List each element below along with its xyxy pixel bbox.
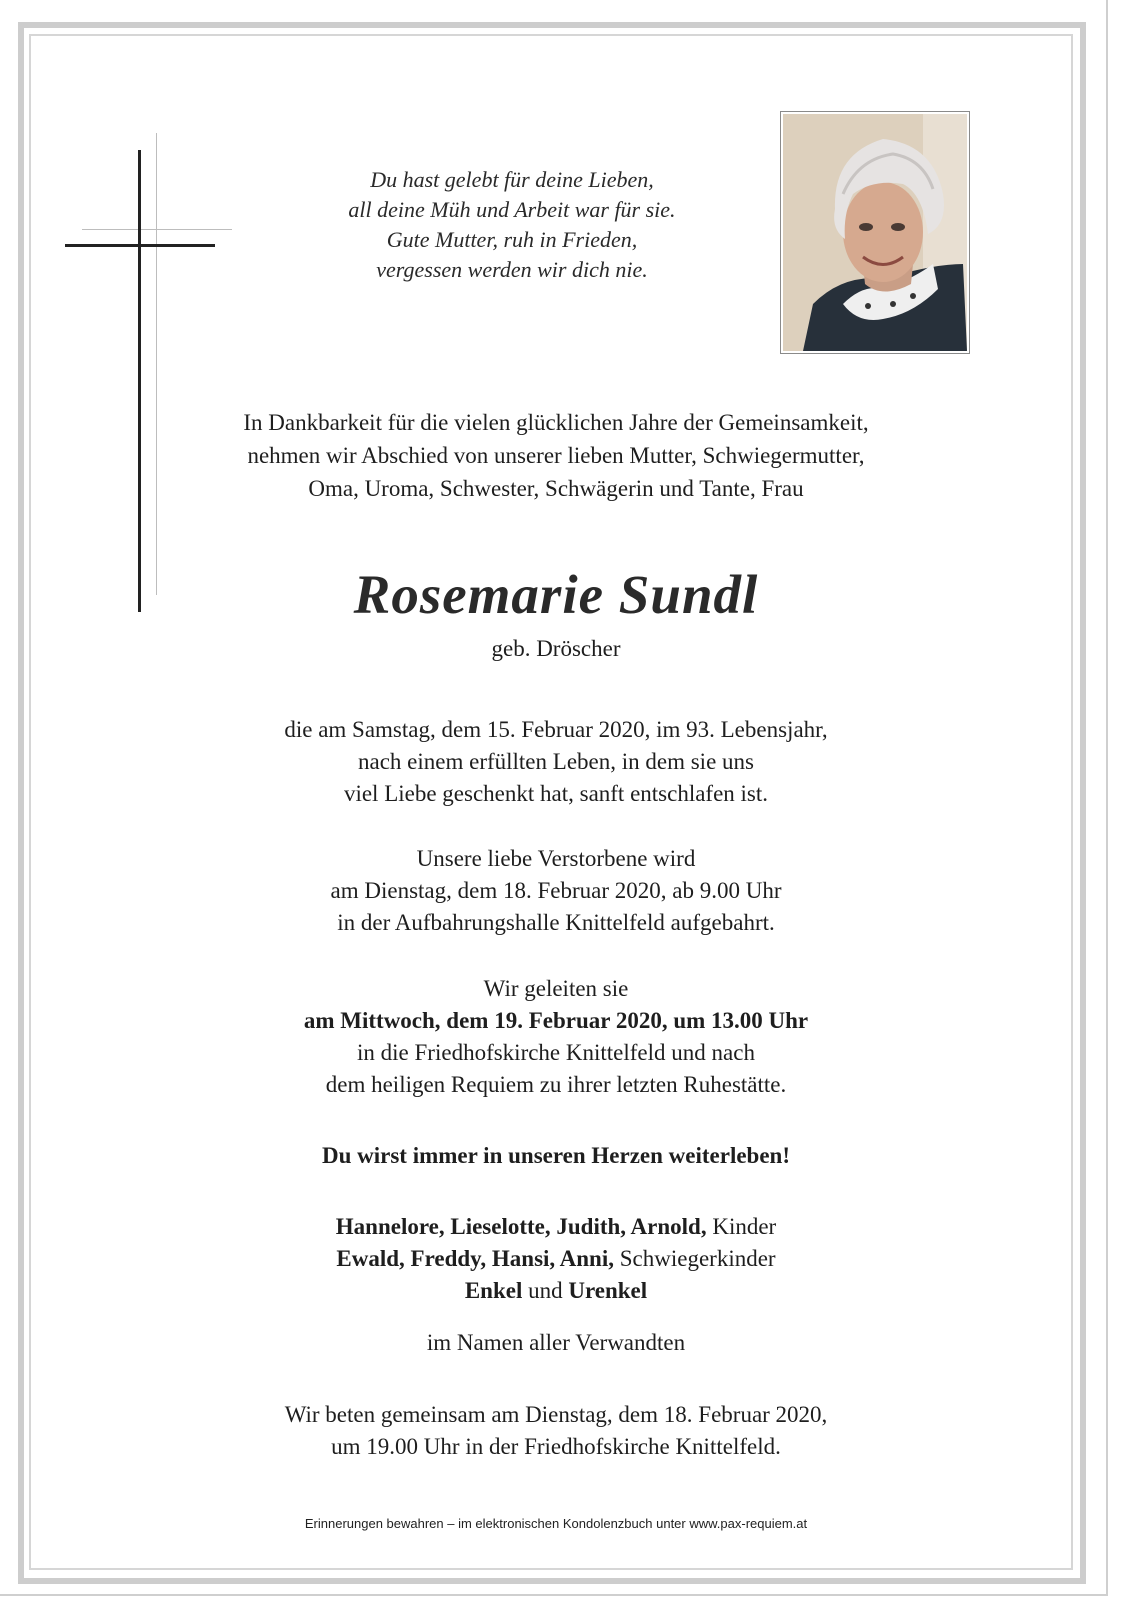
death-notice-line: viel Liebe geschenkt hat, sanft entschlafen ist. [343, 781, 769, 806]
children-names: Hannelore, Lieselotte, Judith, Arnold, [335, 1214, 707, 1239]
family-grandchildren [0, 1275, 1112, 1307]
and-word: und [522, 1278, 569, 1303]
viewing-line: in der Aufbahrungshalle Knittelfeld aufgebahrt. [337, 910, 775, 935]
funeral-line: Wir geleiten sie [483, 976, 629, 1001]
great-grandchildren: Urenkel [568, 1278, 648, 1303]
funeral-date [0, 1005, 1112, 1037]
intro-line: Oma, Uroma, Schwester, Schwägerin und Tante, Frau [308, 476, 804, 501]
poem-line: all deine Müh und Arbeit war für sie. [348, 197, 676, 222]
prayer-line: Wir beten gemeinsam am Dienstag, dem 18. Februar 2020, [284, 1402, 828, 1427]
intro-line: nehmen wir Abschied von unserer lieben Mutter, Schwiegermutter, [247, 443, 865, 468]
footer-text: Erinnerungen bewahren – im elektronischen Kondolenzbuch unter www.pax-requiem.at [304, 1516, 808, 1531]
intro-text [0, 406, 1112, 505]
poem-line: vergessen werden wir dich nie. [376, 257, 648, 282]
viewing-line: Unsere liebe Verstorbene wird [416, 846, 696, 871]
inlaws-label: Schwiegerkinder [614, 1246, 776, 1271]
funeral-date-bold: am Mittwoch, dem 19. Februar 2020, um 13.00 Uhr [303, 1008, 809, 1033]
viewing-notice [0, 843, 1112, 939]
family-inlaws [0, 1243, 1112, 1275]
funeral-line: dem heiligen Requiem zu ihrer letzten Ruhestätte. [325, 1072, 787, 1097]
funeral-line: in die Friedhofskirche Knittelfeld und nach [357, 1040, 755, 1065]
grandchildren: Enkel [464, 1278, 523, 1303]
death-notice-line: die am Samstag, dem 15. Februar 2020, im 93. Lebensjahr, [284, 717, 828, 742]
birth-name: geb. Dröscher [491, 636, 621, 661]
poem-line: Du hast gelebt für deine Lieben, [370, 167, 654, 192]
deceased-name: Rosemarie Sundl [353, 564, 759, 625]
death-notice [0, 714, 1112, 810]
prayer-notice [0, 1399, 1112, 1463]
funeral-notice [0, 973, 1112, 1101]
closing-sentence: Du wirst immer in unseren Herzen weiterleben! [322, 1143, 790, 1168]
family-list [0, 1211, 1112, 1307]
prayer-line: um 19.00 Uhr in der Friedhofskirche Knittelfeld. [331, 1434, 781, 1459]
family-children [0, 1211, 1112, 1243]
poem [0, 165, 1024, 285]
relatives-line: im Namen aller Verwandten [426, 1330, 686, 1355]
children-label: Kinder [706, 1214, 777, 1239]
viewing-line: am Dienstag, dem 18. Februar 2020, ab 9.00 Uhr [330, 878, 782, 903]
inlaws-names: Ewald, Freddy, Hansi, Anni, [336, 1246, 614, 1271]
death-notice-line: nach einem erfüllten Leben, in dem sie uns [358, 749, 754, 774]
poem-line: Gute Mutter, ruh in Frieden, [386, 227, 638, 252]
intro-line: In Dankbarkeit für die vielen glücklichen Jahre der Gemeinsamkeit, [243, 410, 869, 435]
